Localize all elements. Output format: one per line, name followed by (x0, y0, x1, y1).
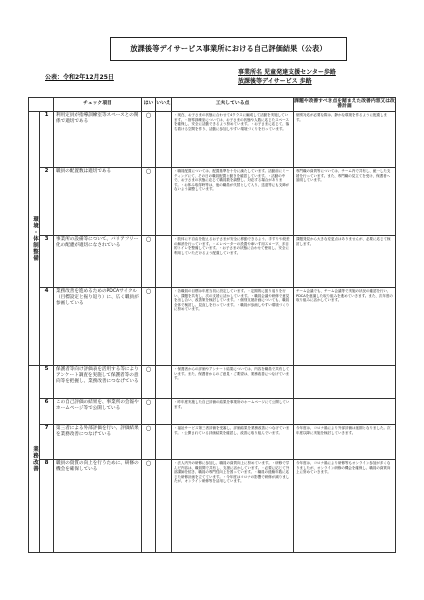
detail-text: ・现在、お子さまの状態に合わせて4クラスに編成して活動を実施しています。・指導訓練室については、お子さまの状態や人数に応じたスペースを確保し、安全に活動できるよう努めています。・お子さまに応じて、落ち着ける空間を作り、活動に参加しやすい環境づくりを行っています。 (172, 112, 294, 168)
no-mark (156, 288, 172, 366)
row-number: 4 (40, 288, 54, 366)
header-detail: 工夫している点 (172, 98, 294, 112)
improvement-text: 課題発見から大きな変更点はありませんが、必要に応じて検討します。 (294, 236, 396, 288)
row-number: 8 (40, 460, 54, 553)
header-item: チェック項目 (54, 98, 142, 112)
detail-text: ・各職員の目標は年度当初に設定しています。・定期的に振り返りを行い、課題を共有し、次の支援に活かしています。・職員会議や研修で意見を出し合い、改善策を検討しています。・個別支援計画についても、職員全体で検討し、見直しを行っています。・職員が参画しやすい環境づくりに努めています。 (172, 288, 294, 366)
yes-mark: ○ (142, 366, 156, 399)
yes-mark: ○ (142, 288, 156, 366)
section-label-improvement: 業務改善 (29, 366, 40, 553)
detail-text: ・職員配置については、配置基準を十分に満たしています。活動前にミーティングにて、その日の職員配置と動きを確認しています。・活動の中で、お子さまの状態に応じて職員数を調整し、対応する場合があります。・お休み取得時等は、他の職員が代替として入り、送迎等にも支障がないよう調整しています。 (172, 168, 294, 236)
check-item: 事業所の設備等について、バリアフリー化の配慮が適切になされている (54, 236, 142, 288)
improvement-text: チーム会議でも、チーム会議等で実施の状況の確認を行い、PDCAを意識した取り組みを進めていきます。また、次年度の取り組みに活かしています。 (294, 288, 396, 366)
yes-mark: ○ (142, 236, 156, 288)
check-item: 職員の配置数は適切である (54, 168, 142, 236)
improvement-text (294, 366, 396, 399)
check-item: 第三者による外部評価を行い、評価結果を業務改善につなげている (54, 425, 142, 460)
table-row (29, 112, 396, 168)
header-next: 課題や改善すべき点を踏まえた改善内容又は改善計画 (294, 98, 396, 112)
no-mark (156, 399, 172, 425)
header-no: いいえ (156, 98, 172, 112)
check-item: 利用定員が指導訓練室等スペースとの関係で適切である (54, 112, 142, 168)
row-number: 5 (40, 366, 54, 399)
detail-text: ・肢体に不自由を抱えるお子さまが安全に移動できるよう、手すりや段差の解消を行っています。・エレベーターの設置や車いす用スロープ、多目的トイレを整備しています。・お子さまの状態に合わせて使用し、安全に利用していただけるよう配慮しています。 (172, 236, 294, 288)
check-item: この自己評価の結果を、事業所の会報やホームページ等で公開している (54, 399, 142, 425)
table-row (29, 460, 396, 553)
office-name: 事業所名 児童発達支援センター歩路 (238, 69, 336, 76)
corner-header (29, 98, 54, 112)
improvement-text (294, 399, 396, 425)
header-yes: はい (142, 98, 156, 112)
improvement-text: 個別対応が必要な際は、静かな環境を作るように配慮します。 (294, 112, 396, 168)
improvement-text: 今年度は、コロナ禍により外部評価は延期となりました。次年度以降に実施を検討していきます。 (294, 425, 396, 460)
yes-mark: ○ (142, 399, 156, 425)
detail-text: ・昨年度実施した自己評価の結果を事業所のホームページにて公開しています。 (172, 399, 294, 425)
table-row (29, 168, 396, 236)
document-title-box (110, 37, 347, 61)
improvement-text: 専門職の資質等については、チーム内で共有し、統一した支援を行っています。また、専門職の見立てを受け、保護者へ説明しています。 (294, 168, 396, 236)
table-row (29, 366, 396, 399)
row-number: 1 (40, 112, 54, 168)
office-info (238, 68, 336, 86)
publication-date: 公表：令和2年12月25日 (45, 74, 114, 81)
document-title: 放課後等デイサービス事業所における自己評価結果（公表） (130, 44, 327, 53)
table-row (29, 288, 396, 366)
table-header-row (29, 98, 396, 112)
no-mark (156, 168, 172, 236)
check-item: 職員の資質の向上を行うために、研修の機会を確保している (54, 460, 142, 553)
no-mark (156, 112, 172, 168)
no-mark (156, 425, 172, 460)
check-item: 保護者等向け評価表を活用する等によりアンケート調査を実施して保護者等の意向等を把握し、業務改善につなげている (54, 366, 142, 399)
no-mark (156, 236, 172, 288)
row-number: 6 (40, 399, 54, 425)
evaluation-table (28, 97, 396, 553)
row-number: 3 (40, 236, 54, 288)
table-row (29, 425, 396, 460)
no-mark (156, 366, 172, 399)
section-label-environment: 環境・体制整備 (29, 112, 40, 366)
detail-text: ・福祉サービス第三者評価を受審し、評価結果を業務改善につなげています。・公開されている評価結果を確認し、改善に取り組んでいます。 (172, 425, 294, 460)
no-mark (156, 460, 172, 553)
row-number: 7 (40, 425, 54, 460)
table-row (29, 236, 396, 288)
check-item: 業務改善を進めるためのPDCAサイクル（目標設定と振り返り）に、広く職員が参画している (54, 288, 142, 366)
service-name: 放課後等デイサービス 歩路 (238, 78, 312, 85)
improvement-text: 今年度は、コロナ禍により研修等もオンライン参加が多くなりましたが、オンライン研修の機会を確保し、職員の資質向上に努めていきます。 (294, 460, 396, 553)
yes-mark: ○ (142, 112, 156, 168)
detail-text: ・保護者からの評価やアンケート結果については、内容を職員で共有しています。また、保護者からのご意見・ご要望は、業務改善につなげています。 (172, 366, 294, 399)
yes-mark: ○ (142, 460, 156, 553)
row-number: 2 (40, 168, 54, 236)
yes-mark: ○ (142, 168, 156, 236)
table-row (29, 399, 396, 425)
detail-text: ・法人内外の研修に参加し、職員の資質向上に努めています。・研修で学んだ内容は、職員間で共有し、支援に活かしています。・必要に応じて外部講師を招き、職員の専門性向上を図っています。・職員の経験年数に応じた研修計画を立てています。・今年度はコロナの影響で研修が減りましたが、オンライン研修等を活用しています。 (172, 460, 294, 553)
yes-mark: ○ (142, 425, 156, 460)
